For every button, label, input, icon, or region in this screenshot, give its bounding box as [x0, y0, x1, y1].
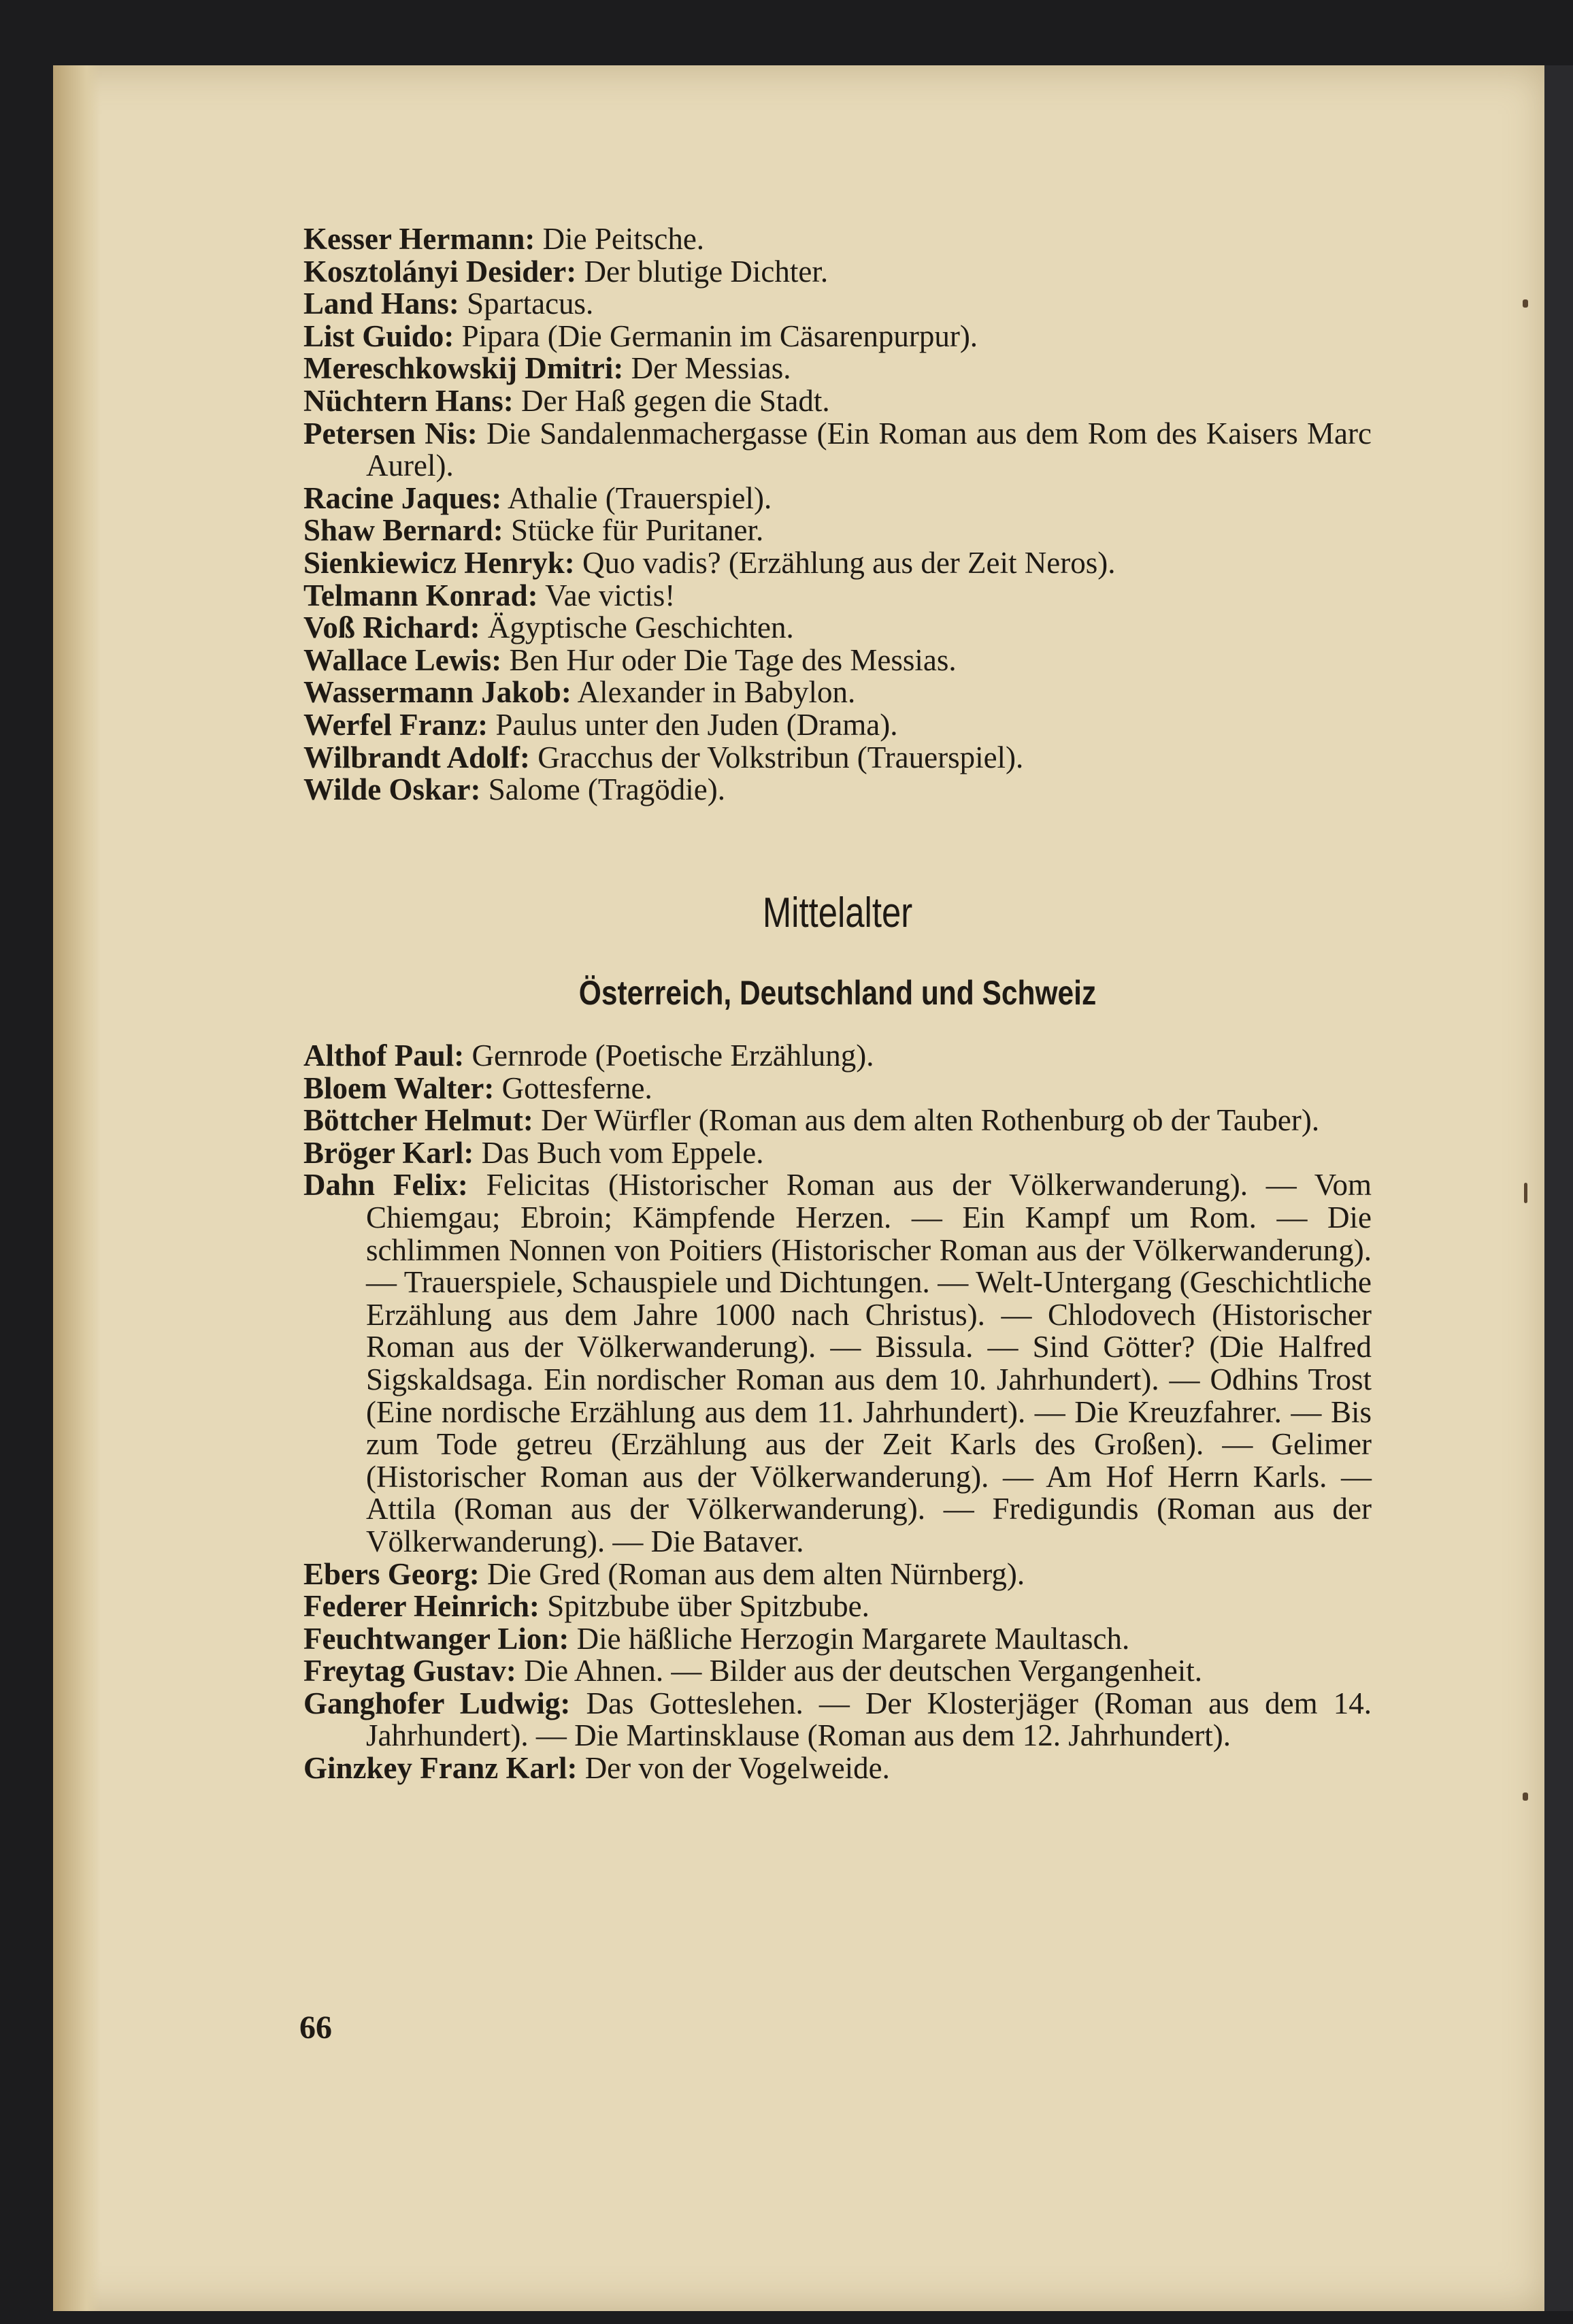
entry-text	[303, 223, 1372, 256]
entry-author: Werfel Franz:	[303, 707, 489, 742]
bibliography-entry	[303, 1623, 1372, 1656]
entry-author: Wallace Lewis:	[303, 642, 502, 677]
page-number: 66	[299, 2010, 332, 2046]
entry-works: Die Sandalenmachergasse (Ein Roman aus dem Rom des Kaisers Marc Aurel).	[366, 416, 1372, 483]
entry-text	[303, 1040, 1372, 1073]
entry-works: Der Messias.	[623, 351, 791, 386]
entry-works: Felicitas (Historischer Roman aus der Völkerwanderung). — Vom Chiemgau; Ebroin; Kämpfende Herzen. — Ein Kampf um Rom. — Die schlimmen Nonnen von Poitiers (Historischer Roman aus der Völkerwanderung). — Trauerspiele, Schauspiele und Dichtungen. — Welt-Untergang (Geschichtliche Erzählung aus dem Jahre 1000 nach Christus). — Chlodovech (Historischer Roman aus der Völkerwanderung). — Bissula. — Sind Götter? (Die Halfred Sigskaldsaga. Ein nordischer Roman aus dem 10. Jahrhundert). — Odhins Trost (Eine nordische Erzählung aus dem 11. Jahrhundert). — Die Kreuzfahrer. — Bis zum Tode getreu (Erzählung aus der Zeit Karls des Großen). — Gelimer (Historischer Roman aus der Völkerwanderung). — Am Hof Herrn Karls. — Attila (Roman aus der Völkerwanderung). — Fredigundis (Roman aus der Völkerwanderung). — Die Bataver.	[366, 1168, 1372, 1558]
entry-text	[303, 1070, 1372, 1105]
bibliography-entry	[303, 709, 1372, 742]
entry-works: Ägyptische Geschichten.	[480, 610, 794, 645]
entry-text	[303, 385, 1372, 418]
entry-author: Land Hans:	[303, 287, 459, 321]
entry-works: Spitzbube über Spitzbube.	[539, 1589, 870, 1624]
entry-author: Shaw Bernard:	[303, 513, 503, 548]
entry-works: Die häßliche Herzogin Margarete Maultasch.	[569, 1621, 1130, 1656]
bibliography-entry	[303, 482, 1372, 515]
entry-works: Paulus unter den Juden (Drama).	[488, 707, 898, 742]
bibliography-entry	[303, 1688, 1372, 1752]
entry-text	[303, 612, 1372, 644]
bibliography-entry	[303, 1590, 1372, 1623]
bibliography-entry	[303, 547, 1372, 580]
entry-works: Die Peitsche.	[535, 222, 705, 256]
entry-works: Das Gotteslehen. — Der Klosterjäger (Roman aus dem 14. Jahrhundert). — Die Martinsklause (Roman aus dem 12. Jahrhundert).	[366, 1686, 1372, 1753]
entry-works: Gernrode (Poetische Erzählung).	[464, 1038, 874, 1073]
entry-text	[303, 580, 1372, 612]
entry-author: Federer Heinrich:	[303, 1589, 540, 1624]
entry-works: Alexander in Babylon.	[571, 675, 856, 710]
entry-text	[303, 288, 1372, 321]
entry-works: Stücke für Puritaner.	[503, 513, 764, 548]
entry-author: Ebers Georg:	[303, 1556, 480, 1591]
bibliography-entry	[303, 580, 1372, 612]
entry-author: Althof Paul:	[303, 1038, 465, 1073]
entry-text	[303, 742, 1372, 774]
bibliography-entry	[303, 742, 1372, 774]
entry-text	[303, 1752, 1372, 1785]
entry-text	[303, 1655, 1372, 1688]
bibliography-entry	[303, 385, 1372, 418]
bibliography-entry	[303, 1104, 1372, 1137]
entry-text	[303, 1688, 1372, 1752]
margin-mark	[1523, 1793, 1528, 1801]
entry-author: Feuchtwanger Lion:	[303, 1621, 569, 1656]
entry-author: Nüchtern Hans:	[303, 383, 514, 418]
entry-works: Die Ahnen. — Bilder aus der deutschen Vergangenheit.	[516, 1654, 1202, 1688]
entry-text	[303, 482, 1372, 515]
entry-works: Spartacus.	[459, 287, 594, 321]
entry-author: List Guido:	[303, 318, 454, 353]
entry-text	[303, 676, 1372, 709]
entry-text	[303, 1590, 1372, 1623]
entry-works: Die Gred (Roman aus dem alten Nürnberg).	[479, 1556, 1025, 1591]
entry-works: Der blutige Dichter.	[576, 254, 829, 289]
entry-author: Wassermann Jakob:	[303, 675, 572, 710]
entry-author: Wilbrandt Adolf:	[303, 740, 530, 774]
entry-author: Telmann Konrad:	[303, 578, 538, 612]
entry-text	[303, 709, 1372, 742]
entry-author: Racine Jaques:	[303, 480, 502, 515]
bibliography-entry	[303, 418, 1372, 482]
entry-author: Sienkiewicz Henryk:	[303, 545, 575, 580]
entry-text	[303, 318, 1372, 353]
section-title: Mittelalter	[762, 889, 913, 936]
entry-text	[303, 1104, 1372, 1137]
entry-text	[303, 514, 1372, 547]
entry-author: Bloem Walter:	[303, 1070, 495, 1105]
bibliography-entry	[303, 1137, 1372, 1170]
margin-mark	[1523, 299, 1528, 308]
entry-text	[303, 353, 1372, 385]
entry-works: Athalie (Trauerspiel).	[501, 480, 772, 515]
entry-works: Gracchus der Volkstribun (Trauerspiel).	[530, 740, 1024, 774]
entry-text	[303, 774, 1372, 806]
bibliography-entry	[303, 514, 1372, 547]
bibliography-entry	[303, 1558, 1372, 1591]
entry-works: Gottesferne.	[494, 1070, 652, 1105]
entry-text	[303, 1623, 1372, 1656]
bibliography-entry	[303, 223, 1372, 256]
entry-text	[303, 256, 1372, 289]
entry-author: Kesser Hermann:	[303, 222, 535, 256]
entry-author: Wilde Oskar:	[303, 772, 481, 807]
entries-bottom	[303, 1040, 1372, 1785]
entry-author: Böttcher Helmut:	[303, 1103, 533, 1138]
margin-mark	[1524, 1183, 1527, 1203]
entry-author: Freytag Gustav:	[303, 1654, 516, 1688]
entry-author: Petersen Nis:	[303, 416, 478, 451]
entry-author: Mereschkowskij Dmitri:	[303, 351, 624, 386]
entry-works: Pipara (Die Germanin im Cäsarenpurpur).	[454, 318, 978, 353]
entry-author: Dahn Felix:	[303, 1168, 468, 1202]
bibliography-entry	[303, 774, 1372, 806]
entry-works: Salome (Tragödie).	[480, 772, 725, 807]
entry-author: Kosztolányi Desider:	[303, 254, 577, 289]
entry-works: Das Buch vom Eppele.	[474, 1135, 764, 1170]
bibliography-entry	[303, 256, 1372, 289]
entry-text	[303, 1169, 1372, 1558]
entry-text	[303, 1558, 1372, 1591]
bibliography-entry	[303, 612, 1372, 644]
bibliography-entry	[303, 318, 1372, 353]
bibliography-entry	[303, 1040, 1372, 1073]
bibliography-entry	[303, 1752, 1372, 1785]
entry-text	[303, 644, 1372, 677]
entry-works: Der Haß gegen die Stadt.	[513, 383, 830, 418]
entry-works: Der von der Vogelweide.	[577, 1751, 890, 1786]
page-gutter-edge	[53, 65, 101, 2311]
bibliography-entry	[303, 288, 1372, 321]
bibliography-entry	[303, 1070, 1372, 1105]
bibliography-entry	[303, 353, 1372, 385]
entry-works: Vae victis!	[537, 578, 676, 612]
entry-works: Quo vadis? (Erzählung aus der Zeit Neros).	[574, 545, 1116, 580]
entry-text	[303, 1137, 1372, 1170]
entry-author: Ginzkey Franz Karl:	[303, 1751, 578, 1786]
bibliography-entry	[303, 1655, 1372, 1688]
bibliography-entry	[303, 676, 1372, 709]
right-background-strip	[1544, 65, 1573, 2311]
bibliography-entry	[303, 644, 1372, 677]
bibliography-entry	[303, 1169, 1372, 1558]
entry-text	[303, 547, 1372, 580]
entries-top	[303, 223, 1372, 806]
entry-text	[303, 418, 1372, 482]
entry-works: Ben Hur oder Die Tage des Messias.	[501, 642, 957, 677]
entry-author: Voß Richard:	[303, 610, 480, 645]
section-subtitle: Österreich, Deutschland und Schweiz	[578, 974, 1097, 1012]
entry-works: Der Würfler (Roman aus dem alten Rothenburg ob der Tauber).	[533, 1103, 1320, 1138]
entry-author: Bröger Karl:	[303, 1135, 474, 1170]
entry-author: Ganghofer Ludwig:	[303, 1686, 571, 1720]
